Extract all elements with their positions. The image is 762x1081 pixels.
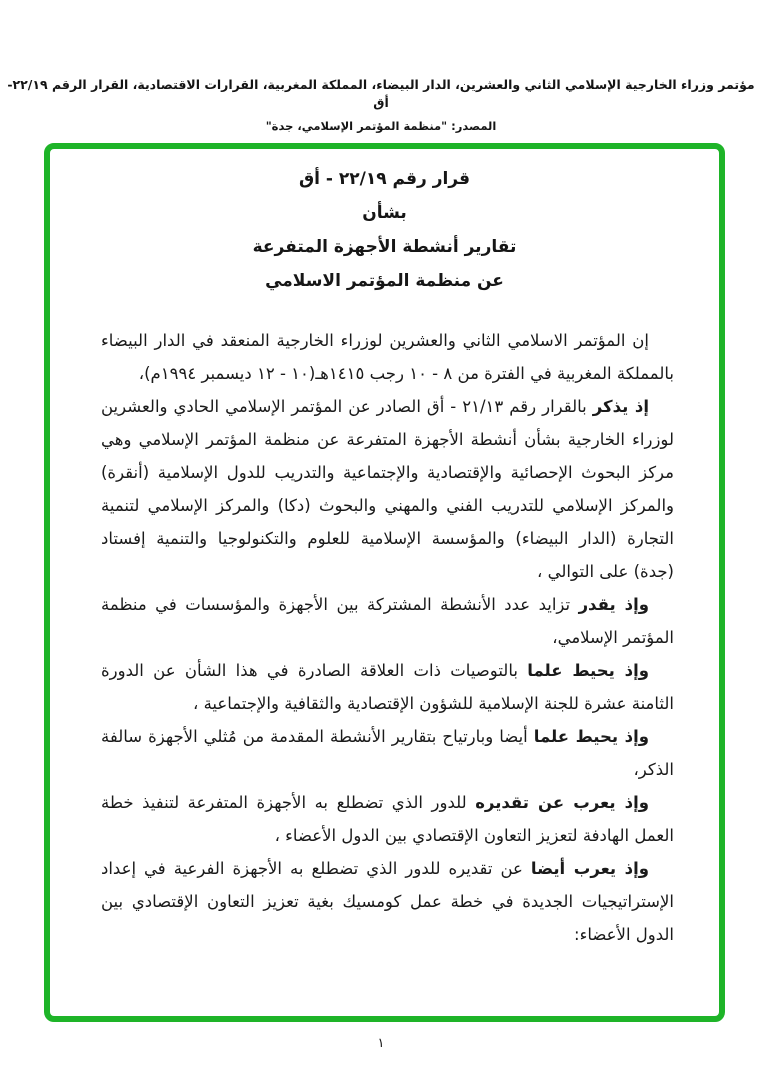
header-source-line: المصدر: "منظمة المؤتمر الإسلامي، جدة" [265,119,497,133]
page-number: ١ [377,1036,385,1051]
resolution-body [101,324,674,951]
resolution-paragraph: إذ يذكر بالقرار رقم ٢١/١٣ - أق الصادر عن المؤتمر الإسلامي الحادي والعشرين لوزراء الخارجية بشأن أنشطة الأجهزة المتفرعة عن منظمة المؤتمر الإسلامي وهي مركز البحوث الإحصائية والإقتصادية والإجتماعية والتدريب للدول الإسلامية (أنقرة) والمركز الإسلامي للتدريب الفني والمهني والبحوث (دكا) والمركز الإسلامي لتنمية التجارة (الدار البيضاء) والمؤسسة الإسلامية للعلوم والتكنولوجيا والتنمية إفستاد (جدة) على التوالي ، [101,397,674,581]
resolution-title-block [50,162,719,298]
resolution-regarding-line: بشأن [362,203,407,223]
resolution-paragraph: وإذ يحيط علما بالتوصيات ذات العلاقة الصادرة في هذا الشأن عن الدورة الثامنة عشرة للجنة الإسلامية للشؤون الإقتصادية والثقافية والإجتماعية ، [101,661,674,713]
document-border-frame [44,143,725,1022]
resolution-subject-line: تقارير أنشطة الأجهزة المتفرعة [252,237,517,257]
resolution-paragraph: وإذ يعرب أيضا عن تقديره للدور الذي تضطلع به الأجهزة الفرعية في إعداد الإستراتيجيات الجديدة في خطة عمل كومسيك بغية تعزيز التعاون الإقتصادي بين الدول الأعضاء: [101,859,674,944]
resolution-paragraph: وإذ يقدر تزايد عدد الأنشطة المشتركة بين الأجهزة والمؤسسات في منظمة المؤتمر الإسلامي، [101,595,674,647]
header-citation-line: مؤتمر وزراء الخارجية الإسلامي الثاني والعشرين، الدار البيضاء، المملكة المغربية، القرارات الاقتصادية، القرار الرقم ٢٢/١٩- أق [7,77,755,110]
paragraph-lead-phrase: إذ يذكر [592,397,649,416]
paragraph-lead-phrase: وإذ يعرب عن تقديره [475,793,649,812]
resolution-number-line: قرار رقم ٢٢/١٩ - أق [298,169,471,189]
resolution-paragraph: وإذ يعرب عن تقديره للدور الذي تضطلع به الأجهزة المتفرعة لتنفيذ خطة العمل الهادفة لتعزيز التعاون الإقتصادي بين الدول الأعضاء ، [101,793,674,845]
resolution-organization-line: عن منظمة المؤتمر الاسلامي [265,271,504,291]
resolution-paragraph: إن المؤتمر الاسلامي الثاني والعشرين لوزراء الخارجية المنعقد في الدار البيضاء بالمملكة المغربية في الفترة من ٨ - ١٠ رجب ١٤١٥هـ(١٠ - ١٢ ديسمبر ١٩٩٤م)، [101,331,674,383]
paragraph-lead-phrase: وإذ يقدر [578,595,649,614]
paragraph-lead-phrase: وإذ يحيط علما [533,727,649,746]
paragraph-lead-phrase: وإذ يحيط علما [527,661,650,680]
source-header [0,76,762,134]
paragraph-lead-phrase: وإذ يعرب أيضا [530,859,649,878]
resolution-paragraph: وإذ يحيط علما أيضا وبارتياح بتقارير الأنشطة المقدمة من مُثلي الأجهزة سالفة الذكر، [101,727,674,779]
